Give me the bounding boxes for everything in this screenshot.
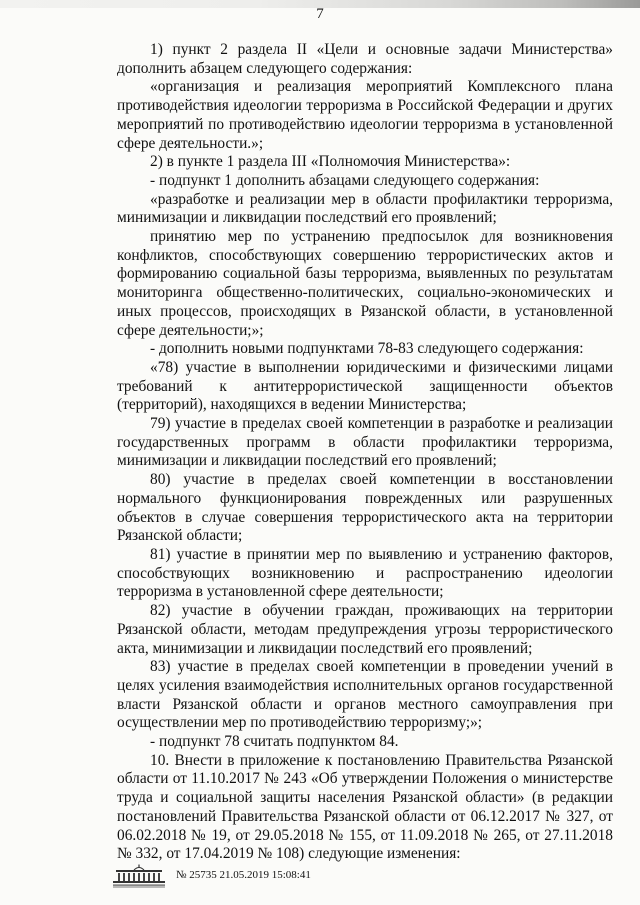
registration-stamp: № 25735 21.05.2019 15:08:41: [176, 869, 311, 881]
paragraph: принятию мер по устранению предпосылок для возникновения конфликтов, способствующих совершению террористических актов и формированию социальной базы терроризма, выявленных по результатам мониторинга общественно-политических, социально-экономических и иных процессов, происходящих в Рязанской области, в установленной сфере деятельности;»;: [117, 228, 613, 339]
paragraph: 80) участие в пределах своей компетенции в восстановлении нормального функционирования поврежденных или разрушенных объектов в случае совершения террористического акта на территории Рязанской области;: [117, 471, 613, 545]
paragraph: 10. Внести в приложение к постановлению Правительства Рязанской области от 11.10.2017 № 243 «Об утверждении Положения о министерстве труда и социальной защиты населения Рязанской области» (в редакции постановлений Правительства Рязанской области от 06.12.2017 № 327, от 06.02.2018 № 19, от 29.05.2018 № 155, от 11.09.2018 № 265, от 27.11.2018 № 332, от 17.04.2019 № 108) следующие изменения:: [117, 751, 613, 863]
page-number: 7: [316, 6, 324, 22]
paragraph: «разработке и реализации мер в области профилактики терроризма, минимизации и ликвидации последствий его проявлений;: [117, 190, 613, 227]
paragraph: 82) участие в обучении граждан, проживающих на территории Рязанской области, методам предупреждения угрозы террористического акта, минимизации и ликвидации последствий его проявлений;: [117, 602, 613, 657]
paragraph: «78) участие в выполнении юридическими и физическими лицами требований к антитеррористической защищенности объектов (территорий), находящихся в ведении Министерства;: [117, 358, 613, 414]
paragraph: «организация и реализация мероприятий Комплексного плана противодействия идеологии терроризма в Российской Федерации и других мероприятий по противодействию идеологии терроризма в установленной сфере деятельности.»;: [117, 78, 613, 152]
paragraph: 1) пункт 2 раздела II «Цели и основные задачи Министерства» дополнить абзацем следующего содержания:: [117, 41, 613, 77]
paragraph: 2) в пункте 1 раздела III «Полномочия Министерства»:: [150, 153, 511, 171]
government-building-stamp-icon: [110, 864, 168, 888]
paragraph: - подпункт 78 считать подпунктом 84.: [150, 733, 399, 751]
paragraph: 81) участие в принятии мер по выявлению и устранению факторов, способствующих возникновению и распространению идеологии терроризма в установленной сфере деятельности;: [117, 545, 613, 601]
footer: [110, 864, 410, 888]
paragraph: 79) участие в пределах своей компетенции в разработке и реализации государственных программ в области профилактики терроризма, минимизации и ликвидации последствий его проявлений;: [117, 415, 613, 470]
paragraph: - подпункт 1 дополнить абзацами следующего содержания:: [150, 171, 540, 189]
paragraph: 83) участие в пределах своей компетенции в проведении учений в целях усиления взаимодействия исполнительных органов государственной власти Рязанской области и органов местного самоуправления при осуществлении мер по противодействию терроризму;»;: [117, 658, 613, 732]
document-body: [117, 41, 613, 864]
paragraph: - дополнить новыми подпунктами 78-83 следующего содержания:: [150, 340, 584, 358]
